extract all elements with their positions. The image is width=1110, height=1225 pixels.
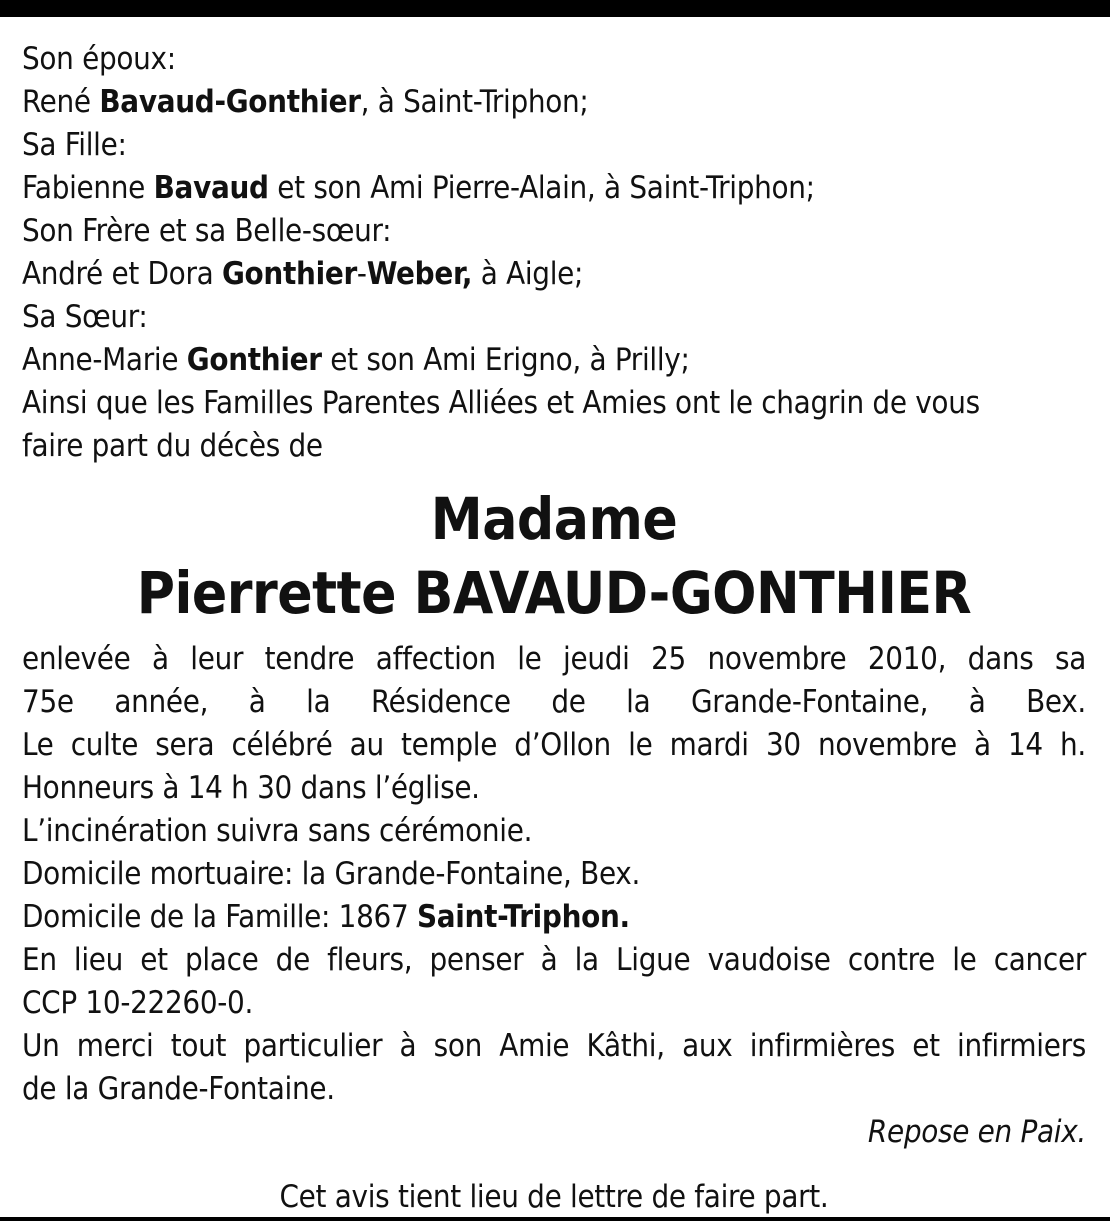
brother-line: André et Dora Gonthier-Weber, à Aigle; bbox=[22, 256, 584, 292]
flowers-block bbox=[22, 939, 1086, 982]
flowers-line-2: CCP 10-22260-0. bbox=[22, 985, 254, 1021]
daughter-name: Bavaud bbox=[153, 170, 269, 206]
sister-label: Sa Sœur: bbox=[22, 299, 148, 335]
others-line-2: faire part du décès de bbox=[22, 428, 323, 464]
brother-label: Son Frère et sa Belle-sœur: bbox=[22, 213, 392, 249]
bottom-rule bbox=[0, 1217, 1110, 1221]
family-home-line: Domicile de la Famille: 1867 Saint-Triphon. bbox=[22, 899, 630, 935]
thanks-line-2: de la Grande-Fontaine. bbox=[22, 1071, 335, 1107]
details-line-2: 75e année, à la Résidence de la Grande-Fontaine, à Bex. bbox=[22, 684, 1086, 720]
details-line-3: Le culte sera célébré au temple d’Ollon le mardi 30 novembre à 14 h. bbox=[22, 727, 1086, 763]
brother-name-b: Weber, bbox=[366, 256, 473, 292]
rest-in-peace: Repose en Paix. bbox=[867, 1114, 1086, 1150]
flowers-line-1: En lieu et place de fleurs, penser à la Ligue vaudoise contre le cancer bbox=[22, 942, 1086, 978]
sister-name: Gonthier bbox=[186, 342, 322, 378]
thanks-block bbox=[22, 1025, 1086, 1068]
spouse-label: Son époux: bbox=[22, 41, 176, 77]
details-line-4: Honneurs à 14 h 30 dans l’église. bbox=[22, 770, 480, 806]
spouse-line: René Bavaud-Gonthier, à Saint-Triphon; bbox=[22, 84, 589, 120]
top-rule bbox=[0, 0, 1110, 17]
details-line-1: enlevée à leur tendre affection le jeudi 25 novembre 2010, dans sa bbox=[22, 641, 1086, 677]
sister-line: Anne-Marie Gonthier et son Ami Erigno, à Prilly; bbox=[22, 342, 690, 378]
closing-notice: Cet avis tient lieu de lettre de faire part. bbox=[279, 1179, 829, 1215]
deceased-title: Madame bbox=[430, 485, 678, 553]
spouse-name: Bavaud-Gonthier bbox=[99, 84, 361, 120]
obituary-notice bbox=[22, 38, 1086, 1219]
brother-name-a: Gonthier bbox=[221, 256, 357, 292]
details-line-6: Domicile mortuaire: la Grande-Fontaine, Bex. bbox=[22, 856, 641, 892]
details-block bbox=[22, 638, 1086, 767]
daughter-label: Sa Fille: bbox=[22, 127, 127, 163]
deceased-title-block bbox=[22, 482, 1086, 630]
family-home-place: Saint-Triphon. bbox=[417, 899, 630, 935]
others-line-1: Ainsi que les Familles Parentes Alliées et Amies ont le chagrin de vous bbox=[22, 385, 980, 421]
details-line-5: L’incinération suivra sans cérémonie. bbox=[22, 813, 533, 849]
deceased-name: Pierrette BAVAUD-GONTHIER bbox=[136, 559, 972, 627]
thanks-line-1: Un merci tout particulier à son Amie Kâthi, aux infirmières et infirmiers bbox=[22, 1028, 1086, 1064]
daughter-line: Fabienne Bavaud et son Ami Pierre-Alain, à Saint-Triphon; bbox=[22, 170, 815, 206]
